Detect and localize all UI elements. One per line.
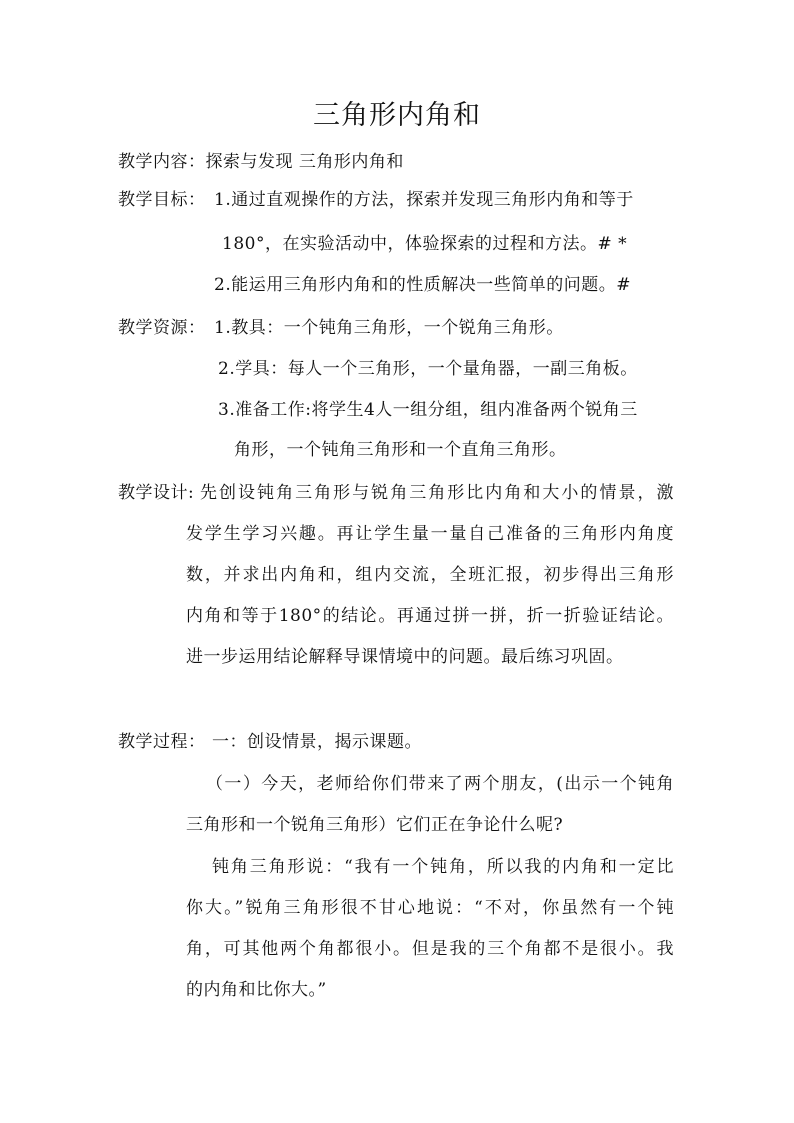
resources-line-4: 角形，一个钝角三角形和一个直角三角形。 bbox=[234, 440, 567, 460]
design-line-2: 发学生学习兴趣。再让学生量一量自己准备的三角形内角度 bbox=[186, 524, 674, 544]
content-line: 教学内容：探索与发现 三角形内角和 bbox=[118, 152, 404, 172]
design-line-5: 进一步运用结论解释导课情境中的问题。最后练习巩固。 bbox=[186, 647, 624, 667]
process-label: 教学过程： bbox=[118, 732, 206, 752]
resources-line-3: 3.准备工作:将学生4人一组分组，组内准备两个锐角三 bbox=[218, 400, 638, 420]
design-line-4: 内角和等于180°的结论。再通过拼一拼，折一折验证结论。 bbox=[186, 606, 674, 626]
process-p1-line-1: （一）今天，老师给你们带来了两个朋友，(出示一个钝角 bbox=[206, 774, 674, 794]
goals-label: 教学目标： bbox=[118, 190, 206, 210]
process-heading: 一：创设情景，揭示课题。 bbox=[212, 732, 422, 752]
process-p2-line-4: 的内角和比你大。” bbox=[186, 980, 327, 1000]
process-p1-line-2: 三角形和一个锐角三角形）它们正在争论什么呢? bbox=[186, 815, 564, 835]
goals-line-3: 2.能运用三角形内角和的性质解决一些简单的问题。# bbox=[214, 275, 631, 295]
goals-line-1: 1.通过直观操作的方法，探索并发现三角形内角和等于 bbox=[214, 190, 634, 210]
goals-line-2: 180°，在实验活动中，体验探索的过程和方法。# * bbox=[222, 234, 628, 254]
document-title: 三角形内角和 bbox=[313, 100, 481, 131]
resources-line-2: 2.学具：每人一个三角形，一个量角器，一副三角板。 bbox=[218, 359, 638, 379]
design-line-1: 先创设钝角三角形与锐角三角形比内角和大小的情景，激 bbox=[200, 483, 674, 503]
design-line-3: 数，并求出内角和，组内交流，全班汇报，初步得出三角形 bbox=[186, 565, 674, 585]
resources-line-1: 1.教具：一个钝角三角形，一个锐角三角形。 bbox=[214, 318, 564, 338]
design-label: 教学设计: bbox=[118, 483, 195, 503]
process-p2-line-3: 角，可其他两个角都很小。但是我的三个角都不是很小。我 bbox=[186, 939, 674, 959]
process-p2-line-2: 你大。”锐角三角形很不甘心地说：“不对，你虽然有一个钝 bbox=[186, 898, 674, 918]
resources-label: 教学资源： bbox=[118, 318, 206, 338]
process-p2-line-1: 钝角三角形说：“我有一个钝角，所以我的内角和一定比 bbox=[212, 857, 674, 877]
